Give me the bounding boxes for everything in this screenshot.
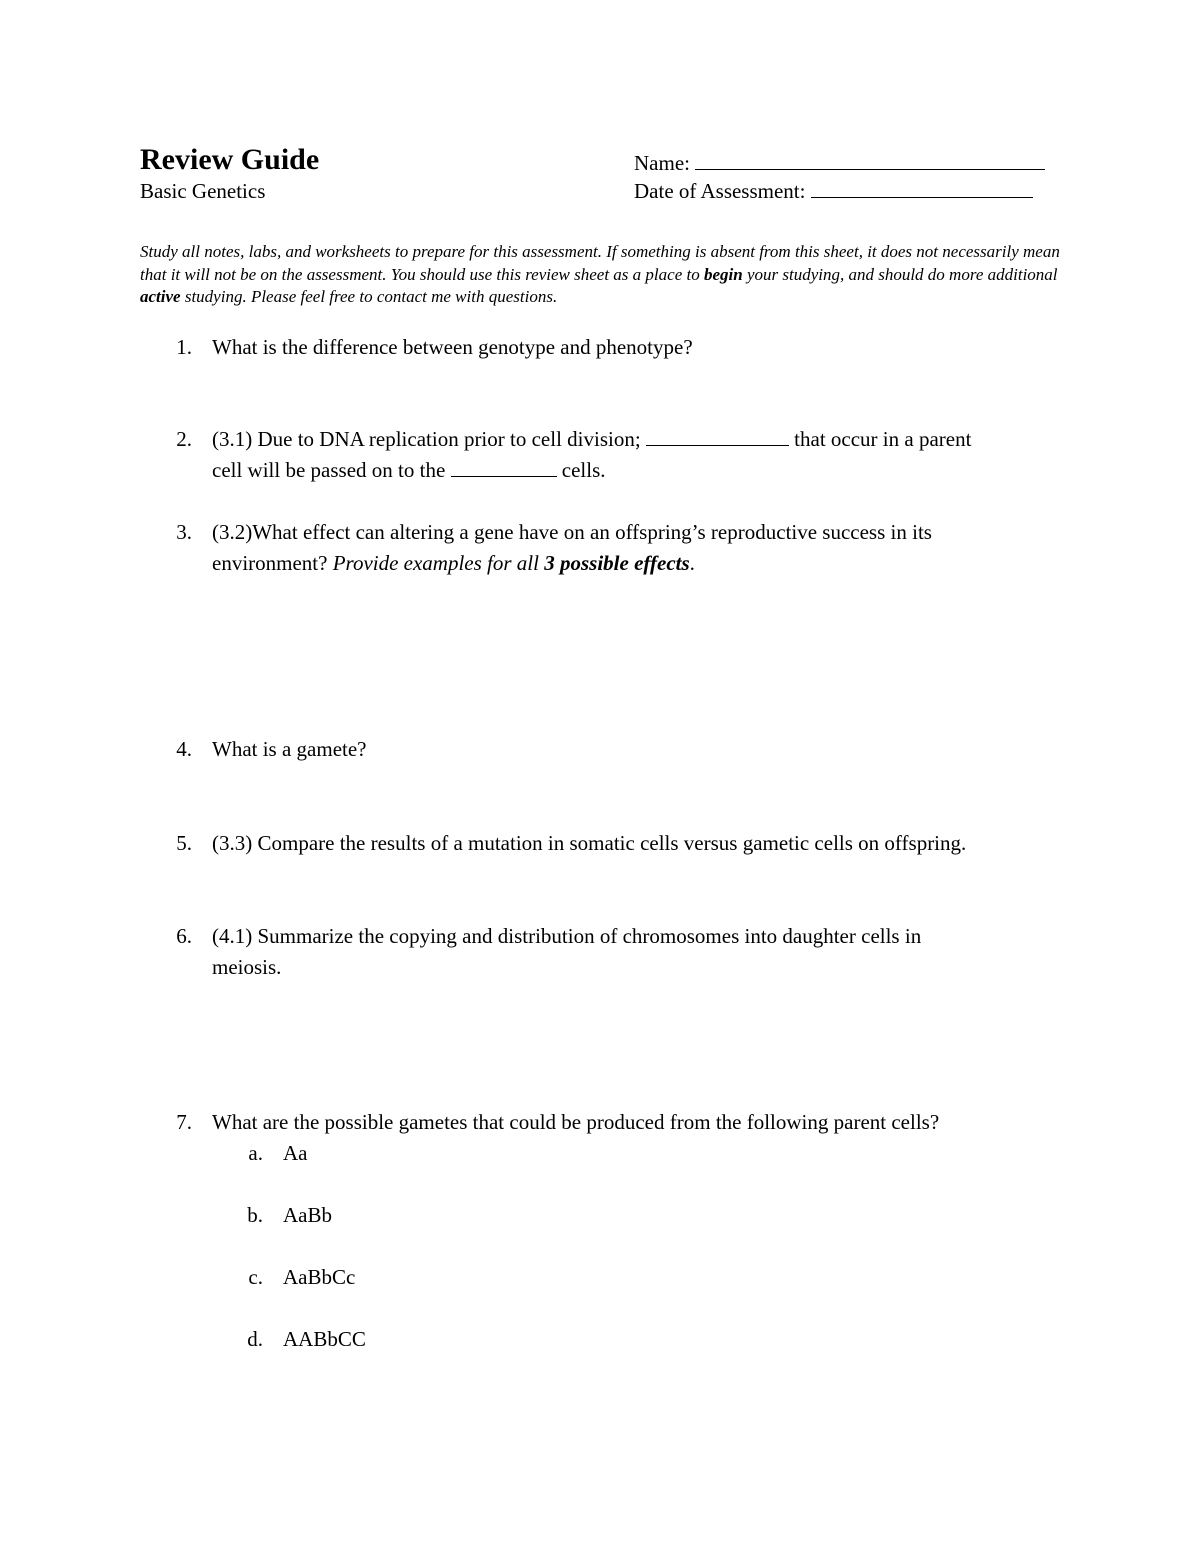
question-text-line-1 [212, 424, 971, 455]
date-label: Date of Assessment: [634, 179, 806, 203]
sub-item-value: AABbCC [283, 1327, 366, 1351]
question-number: 7. [176, 1110, 192, 1134]
instructions [140, 241, 1060, 309]
question-text: What are the possible gametes that could be produced from the following parent cells? [212, 1110, 940, 1134]
question-text: (3.3) Compare the results of a mutation in somatic cells versus gametic cells on offspring. [212, 831, 967, 855]
question-text: What is a gamete? [212, 737, 367, 761]
question-text-line-1: (3.2)What effect can altering a gene have on an offspring’s reproductive success in its [212, 520, 932, 544]
instructions-text-2: your studying, and should do more additional [742, 264, 1058, 284]
text-segment: cells. [556, 458, 606, 482]
answer-blank[interactable] [646, 425, 789, 446]
question-text-line-2 [212, 455, 606, 486]
text-segment: (3.1) Due to DNA replication prior to cell division; [212, 427, 646, 451]
question-text-line-2: meiosis. [212, 955, 282, 979]
sub-item-value: AaBb [283, 1203, 332, 1227]
question-number: 6. [176, 924, 192, 948]
name-field [634, 151, 1045, 176]
text-segment: that occur in a parent [788, 427, 972, 451]
instructions-text-3: studying. Please feel free to contact me with questions. [180, 287, 558, 306]
question-text-line-2 [212, 548, 695, 579]
question-text: What is the difference between genotype and phenotype? [212, 335, 693, 359]
name-label: Name: [634, 151, 690, 175]
question-number: 3. [176, 520, 192, 544]
text-segment: . [689, 551, 695, 575]
instructions-bold-active: active [140, 287, 181, 306]
text-segment: cell will be passed on to the [212, 458, 451, 482]
sub-item-letter: a. [248, 1141, 263, 1165]
bold-italic-segment: 3 possible effects [544, 551, 690, 575]
page-subtitle: Basic Genetics [140, 179, 266, 203]
sub-item-letter: c. [248, 1265, 263, 1289]
page-title: Review Guide [140, 143, 320, 176]
name-blank-line[interactable] [695, 152, 1045, 170]
text-segment: environment? [212, 551, 333, 575]
instructions-text-1: Study all notes, labs, and worksheets to prepare for this assessment. If something is absent from this sheet, it does not necessarily mean that it will not be on the assessment. You should use this review sheet as a place to [140, 242, 1060, 284]
question-number: 2. [176, 427, 192, 451]
italic-segment: Provide examples for all [332, 551, 545, 575]
sub-item-letter: d. [247, 1327, 263, 1351]
answer-blank[interactable] [451, 456, 557, 477]
sub-item-letter: b. [247, 1203, 263, 1227]
sub-item-value: Aa [283, 1141, 308, 1165]
date-field [634, 179, 1033, 204]
question-number: 4. [176, 737, 192, 761]
question-number: 1. [176, 335, 192, 359]
question-number: 5. [176, 831, 192, 855]
sub-item-value: AaBbCc [283, 1265, 356, 1289]
question-text-line-1: (4.1) Summarize the copying and distribution of chromosomes into daughter cells in [212, 924, 922, 948]
instructions-bold-begin: begin [703, 264, 743, 284]
date-blank-line[interactable] [811, 180, 1033, 198]
